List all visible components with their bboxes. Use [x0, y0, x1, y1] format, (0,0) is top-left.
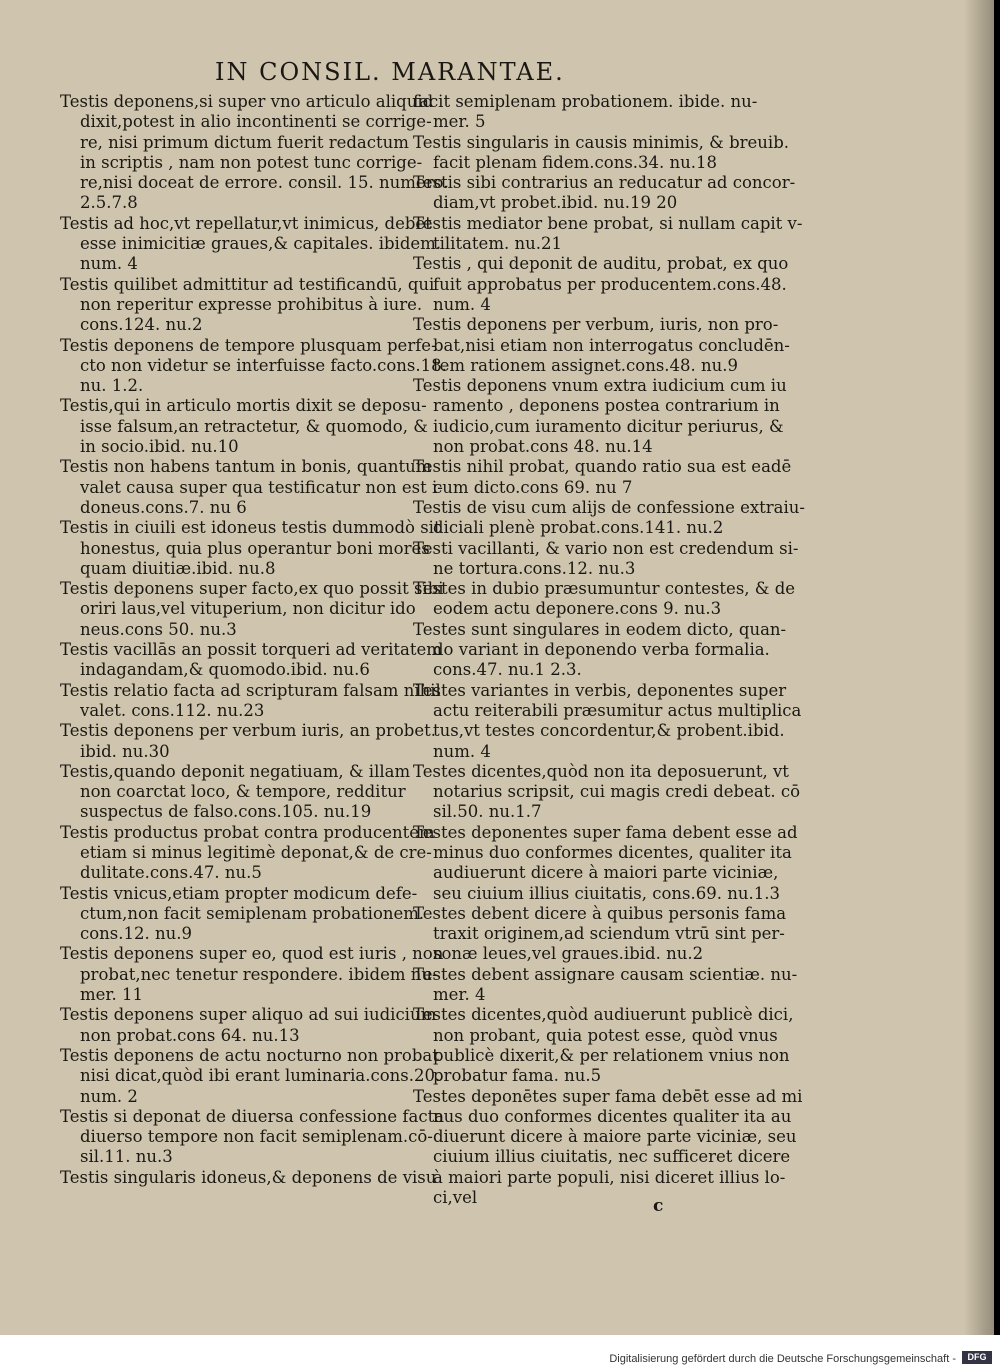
index-entry [60, 822, 435, 884]
right-column [413, 92, 805, 1208]
entry-first-line: Testis,qui in articulo mortis dixit se deposu- [60, 396, 427, 416]
index-entry [60, 457, 443, 518]
index-entry [413, 376, 787, 457]
entry-continuation-line: probat,nec tenetur respondere. ibidem nu- [80, 964, 438, 984]
entry-continuation-line: traxit originem,ad sciendum vtrū sint per- [433, 924, 785, 944]
entry-continuation-line: minus duo conformes dicentes, qualiter ita [433, 842, 792, 862]
entry-first-line: Testes dicentes,quòd non ita deposuerunt, vt [413, 761, 789, 781]
entry-continuation-line: ci,vel [433, 1188, 478, 1208]
running-head: IN CONSIL. MARANTAE. [215, 58, 565, 86]
entry-first-line: Testis nihil probat, quando ratio sua est eadē [413, 457, 792, 477]
entry-continuation-line: isse falsum,an retractetur, & quomodo, & [80, 416, 428, 436]
entry-continuation-line: cons.12. nu.9 [80, 924, 192, 944]
index-entry [60, 579, 444, 640]
index-entry [60, 213, 442, 275]
entry-continuation-line: fuit approbatus per producentem.cons.48. [433, 274, 787, 294]
index-entry [413, 1005, 794, 1086]
index-entry [60, 518, 441, 579]
entry-continuation-line: facit plenam fidem.cons.34. nu.18 [433, 152, 718, 172]
entry-first-line: Testes deponētes super fama debēt esse ad mi [413, 1086, 803, 1106]
index-entry [413, 132, 790, 174]
index-entry [60, 396, 428, 457]
entry-continuation-line: nisi dicat,quòd ibi erant luminaria.cons.20. [80, 1066, 441, 1086]
entry-first-line: Testis deponens per verbum, iuris, non pro- [413, 315, 779, 335]
index-entry [60, 92, 449, 214]
entry-continuation-line: valet. cons.112. nu.23 [80, 700, 265, 720]
index-entry [413, 579, 796, 620]
entry-first-line: Testis deponens super aliquo ad sui iudicium [60, 1005, 437, 1025]
index-entry [60, 883, 425, 945]
entry-continuation-line: non reperitur expresse prohibitus à iure. [80, 294, 423, 314]
entry-continuation-line: ramento , deponens postea contrarium in [433, 396, 780, 416]
entry-first-line: Testes sunt singulares in eodem dicto, quan- [413, 619, 787, 639]
index-entry [413, 903, 787, 965]
entry-continuation-line: diam,vt probet.ibid. nu.19 20 [433, 193, 678, 213]
entry-first-line: Testi vacillanti, & vario non est credendum si- [413, 538, 799, 558]
entry-first-line: Testis deponens super facto,ex quo possit sibi [60, 579, 444, 599]
entry-continuation-line: ctum,non facit semiplenam probationem. [80, 903, 425, 923]
entry-continuation-line: cum dicto.cons 69. nu 7 [433, 477, 633, 497]
entry-continuation-line: re,nisi doceat de errore. consil. 15. numero. [80, 173, 449, 193]
index-entry [413, 92, 758, 133]
index-entry [60, 274, 435, 336]
entry-continuation-line: ciuium illius ciuitatis, nec sufficeret dicere [433, 1147, 791, 1167]
signature-mark: c [653, 1196, 664, 1216]
entry-first-line: Testis deponens per verbum iuris, an probet. [60, 721, 436, 741]
entry-continuation-line: audiuerunt dicere à maiori parte viciniæ, [433, 863, 779, 883]
entry-continuation-line: nu. 1.2. [80, 376, 144, 396]
index-entry [413, 680, 802, 762]
entry-continuation-line: publicè dixerit,& per relationem vnius non [433, 1045, 790, 1065]
index-entry [60, 680, 441, 722]
entry-first-line: Testis deponens de actu nocturno non probat [60, 1045, 439, 1065]
entry-continuation-line: do variant in deponendo verba formalia. [433, 640, 770, 660]
index-entry [60, 335, 447, 397]
entry-continuation-line: eodem actu deponere.cons 9. nu.3 [433, 599, 722, 619]
entry-first-line: Testis de visu cum alijs de confessione extraiu- [413, 497, 805, 517]
entry-continuation-line: etiam si minus legitimè deponat,& de cre- [80, 842, 432, 862]
entry-continuation-line: sonæ leues,vel graues.ibid. nu.2 [433, 944, 704, 964]
entry-first-line: Testis,quando deponit negatiuam, & illam [60, 761, 411, 781]
entry-continuation-line: non probat.cons 48. nu.14 [433, 437, 653, 457]
entry-continuation-line: sil.11. nu.3 [80, 1147, 173, 1167]
index-entry [60, 1167, 437, 1188]
index-entry [413, 497, 805, 539]
entry-first-line: Testis in ciuili est idoneus testis dummodò sit [60, 518, 441, 538]
entry-continuation-line: iudicio,cum iuramento dicitur periurus, & [433, 416, 784, 436]
entry-first-line: Testis deponens super eo, quod est iuris , non [60, 944, 444, 964]
entry-first-line: Testes deponentes super fama debent esse ad [413, 822, 798, 842]
entry-continuation-line: diuerunt dicere à maiore parte viciniæ, seu [433, 1127, 797, 1147]
digitization-footer [0, 1335, 1000, 1369]
entry-continuation-line: à maiori parte populi, nisi diceret illius lo- [433, 1167, 786, 1187]
entry-continuation-line: dulitate.cons.47. nu.5 [80, 863, 262, 883]
entry-first-line: Testis singularis in causis minimis, & breuib. [413, 132, 790, 152]
entry-first-line: Testis si deponat de diuersa confessione facta [60, 1106, 445, 1126]
entry-first-line: Testis quilibet admittitur ad testificandū, qui [60, 274, 435, 294]
dfg-logo: DFG [962, 1351, 992, 1364]
entry-continuation-line: doneus.cons.7. nu 6 [80, 497, 247, 517]
index-entry [413, 619, 787, 681]
entry-continuation-line: num. 4 [80, 254, 138, 274]
entry-first-line: Testis ad hoc,vt repellatur,vt inimicus, debet [60, 213, 432, 233]
entry-continuation-line: esse inimicitiæ graues,& capitales. ibidem. [80, 234, 442, 254]
entry-continuation-line: oriri laus,vel vituperium, non dicitur ido [80, 599, 416, 619]
entry-first-line: Testis vnicus,etiam propter modicum defe- [60, 883, 418, 903]
index-entry [60, 1106, 445, 1168]
entry-first-line: Testis non habens tantum in bonis, quantum [60, 457, 432, 477]
entry-continuation-line: valet causa super qua testificatur non est i- [80, 477, 443, 497]
entry-first-line: Testis productus probat contra producentem [60, 822, 435, 842]
entry-continuation-line: in socio.ibid. nu.10 [80, 437, 239, 457]
entry-continuation-line: ne tortura.cons.12. nu.3 [433, 558, 636, 578]
index-entry [60, 944, 444, 1005]
entry-first-line: facit semiplenam probationem. ibide. nu- [413, 92, 758, 111]
entry-continuation-line: cto non videtur se interfuisse facto.cons.18. [80, 355, 447, 375]
left-column [60, 92, 449, 1188]
entry-continuation-line: 2.5.7.8 [80, 193, 138, 213]
entry-continuation-line: mer. 5 [433, 112, 486, 132]
entry-continuation-line: dixit,potest in alio incontinenti se corrige- [80, 112, 432, 132]
entry-continuation-line: probatur fama. nu.5 [433, 1066, 602, 1086]
entry-continuation-line: actu reiterabili præsumitur actus multiplica [433, 700, 802, 720]
entry-continuation-line: neus.cons 50. nu.3 [80, 619, 237, 639]
index-entry [413, 761, 801, 823]
entry-first-line: Testes debent dicere à quibus personis fama [413, 903, 787, 923]
entry-continuation-line: quam diuitiæ.ibid. nu.8 [80, 558, 276, 578]
index-entry [413, 457, 792, 498]
entry-continuation-line: suspectus de falso.cons.105. nu.19 [80, 802, 372, 822]
entry-first-line: Testis vacillās an possit torqueri ad veritatem [60, 640, 442, 660]
entry-first-line: Testis mediator bene probat, si nullam capit v- [413, 213, 803, 233]
entry-continuation-line: honestus, quia plus operantur boni mores [80, 538, 430, 558]
entry-first-line: Testes dicentes,quòd audiuerunt publicè dici, [413, 1005, 794, 1025]
entry-first-line: Testis , qui deponit de auditu, probat, ex quo [413, 254, 789, 274]
entry-continuation-line: non coarctat loco, & tempore, redditur [80, 782, 406, 802]
index-entry [413, 213, 803, 255]
entry-first-line: Testis relatio facta ad scripturam falsam nihil [60, 680, 441, 700]
entry-continuation-line: in scriptis , nam non potest tunc corrige- [80, 152, 423, 172]
index-entry [413, 254, 789, 315]
entry-first-line: Testis deponens vnum extra iudicium cum iu [413, 376, 787, 396]
entry-first-line: Testes in dubio præsumuntur contestes, & de [413, 579, 796, 599]
index-entry [60, 1005, 437, 1046]
entry-continuation-line: bat,nisi etiam non interrogatus concludēn- [433, 335, 790, 355]
index-entry [413, 964, 798, 1006]
entry-continuation-line: non probat.cons 64. nu.13 [80, 1025, 300, 1045]
entry-continuation-line: cons.47. nu.1 2.3. [433, 660, 582, 680]
entry-first-line: Testis sibi contrarius an reducatur ad concor- [413, 173, 796, 193]
entry-continuation-line: sil.50. nu.1.7 [433, 802, 542, 822]
entry-first-line: Testes debent assignare causam scientiæ. nu- [413, 964, 798, 984]
entry-first-line: Testis deponens,si super vno articulo aliquid [60, 92, 434, 111]
entry-continuation-line: diuerso tempore non facit semiplenam.cō- [80, 1127, 433, 1147]
index-entry [60, 721, 436, 762]
entry-continuation-line: non probant, quia potest esse, quòd vnus [433, 1025, 778, 1045]
entry-continuation-line: num. 4 [433, 741, 491, 761]
entry-continuation-line: nus duo conformes dicentes qualiter ita au [433, 1106, 792, 1126]
index-entry [60, 1045, 441, 1107]
entry-continuation-line: mer. 4 [433, 985, 486, 1005]
entry-continuation-line: notarius scripsit, cui magis credi debeat. cō [433, 782, 801, 802]
index-entry [413, 538, 799, 580]
entry-continuation-line: tem rationem assignet.cons.48. nu.9 [433, 355, 739, 375]
index-entry [413, 822, 798, 904]
index-entry [60, 761, 411, 823]
entry-first-line: Testis deponens de tempore plusquam perfe- [60, 335, 437, 355]
entry-continuation-line: cons.124. nu.2 [80, 315, 203, 335]
entry-continuation-line: num. 2 [80, 1086, 138, 1106]
entry-continuation-line: tus,vt testes concordentur,& probent.ibid. [433, 721, 785, 741]
entry-continuation-line: re, nisi primum dictum fuerit redactum [80, 132, 409, 152]
entry-continuation-line: ibid. nu.30 [80, 741, 170, 761]
entry-continuation-line: num. 4 [433, 294, 491, 314]
entry-continuation-line: mer. 11 [80, 985, 143, 1005]
entry-continuation-line: tilitatem. nu.21 [433, 234, 562, 254]
entry-continuation-line: indagandam,& quomodo.ibid. nu.6 [80, 660, 370, 680]
index-entry [413, 1086, 803, 1209]
index-entry [413, 315, 790, 376]
entry-continuation-line: diciali plenè probat.cons.141. nu.2 [433, 518, 724, 538]
index-entry [413, 173, 796, 214]
entry-first-line: Testes variantes in verbis, deponentes super [413, 680, 787, 700]
index-entry [60, 640, 442, 681]
funding-notice: Digitalisierung gefördert durch die Deutsche Forschungsgemeinschaft - [609, 1353, 956, 1365]
entry-first-line: Testis singularis idoneus,& deponens de visu [60, 1167, 437, 1187]
entry-continuation-line: seu ciuium illius ciuitatis, cons.69. nu.1.3 [433, 883, 780, 903]
